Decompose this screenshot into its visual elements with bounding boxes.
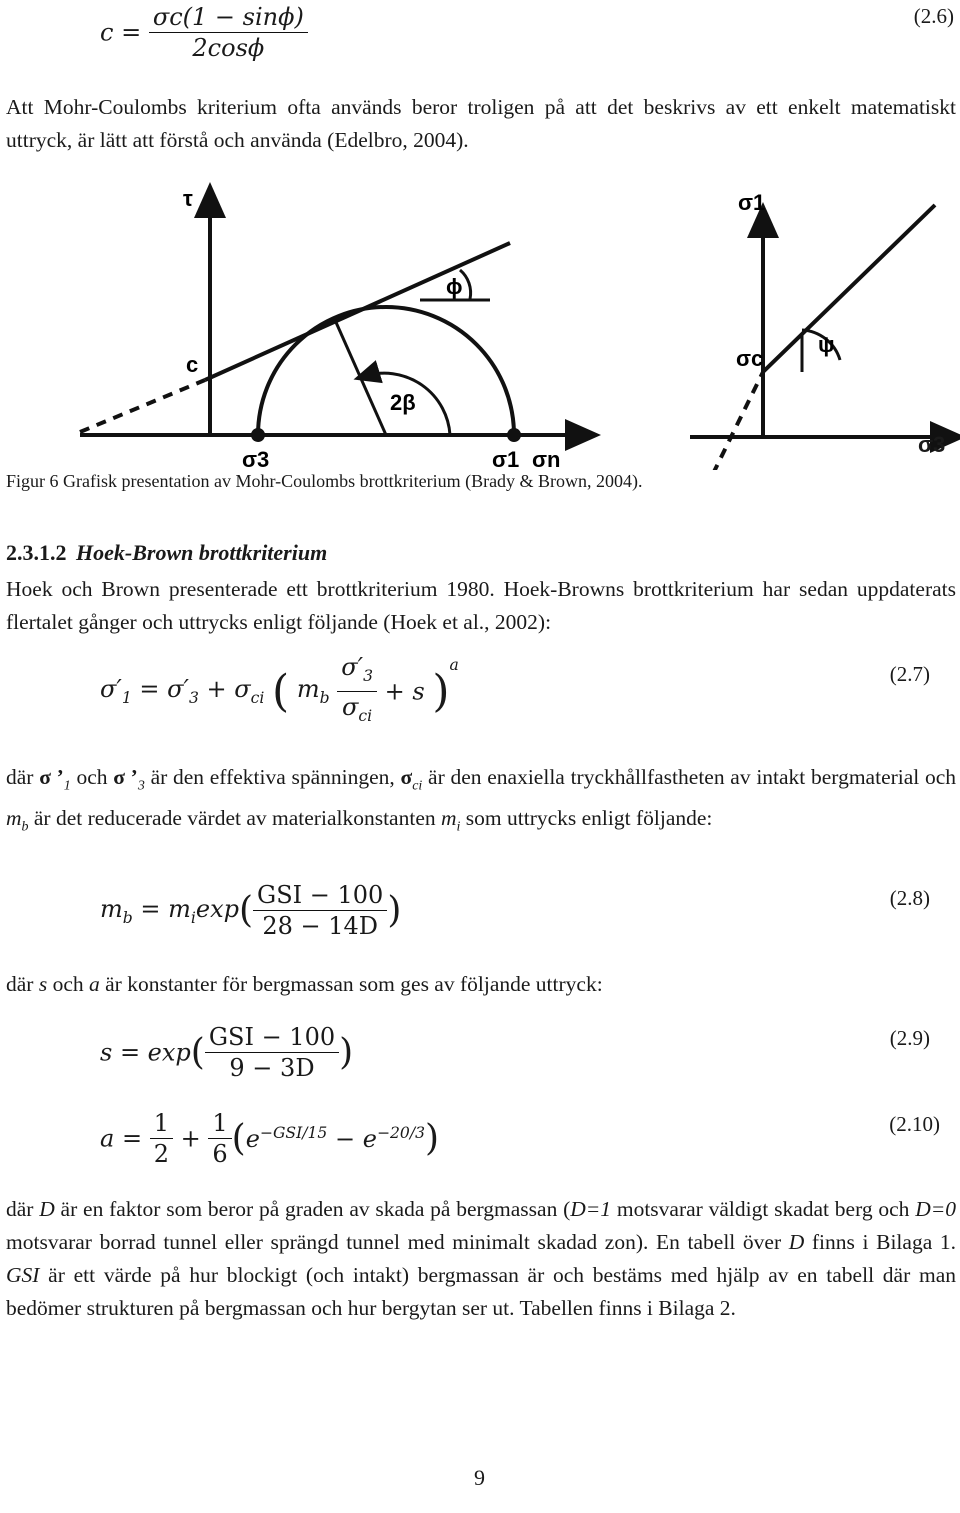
- sigman-label: σn: [532, 447, 561, 470]
- section-title: Hoek-Brown brottkriterium: [76, 540, 328, 565]
- eq-2-6-denominator: 2cosϕ: [192, 34, 265, 62]
- right-sigma3-label: σ3: [918, 432, 946, 457]
- sigma1-point: [507, 428, 521, 442]
- psi-label: ψ: [818, 332, 835, 357]
- eq-2-8-number: (2.8): [889, 886, 930, 910]
- eq-2-6-lhs: c =: [100, 18, 142, 47]
- paragraph-mohr-coulomb: Att Mohr-Coulombs kriterium ofta används beror troligen på att det beskrivs av ett enkelt matematiskt uttryck, är lätt att förstå och använda (Edelbro, 2004).: [6, 95, 956, 152]
- equation-2-6: [100, 2, 308, 63]
- mohr-circle: [258, 307, 514, 435]
- eq-2-10-number: (2.10): [889, 1112, 940, 1136]
- criterion-dashed: [705, 372, 763, 470]
- criterion-line: [763, 205, 935, 372]
- section-number: 2.3.1.2: [6, 540, 67, 565]
- paragraph-D-GSI: där D är en faktor som beror på graden av skada på bergmassan (D=1 motsvarar väldigt skadat berg och D=0 motsvarar borrad tunnel eller sprängd tunnel med minimalt skadad zon). En tabell över D finns i Bilaga 1. GSI är ett värde på hur blockigt (och intakt) bergmassan är och bestäms med hjälp av en tabell där man bedömer strukturen på bergmassan och hur bergytan ser ut. Tabellen finns i Bilaga 2.: [6, 1197, 957, 1320]
- radius-line: [335, 320, 386, 435]
- two-beta-label: 2β: [390, 390, 416, 415]
- sigma3-point: [251, 428, 265, 442]
- equation-2-8: $m_b = m_i\exp$( $\frac{\text{GSI − 100}}{28 - 14D}$ ): [100, 881, 402, 940]
- left-sigma1-label: σ1: [492, 447, 520, 470]
- failure-envelope-dashed: [80, 380, 205, 432]
- tau-label: τ: [183, 186, 193, 211]
- eq-2-6-fraction: [149, 2, 308, 63]
- figure-caption: Figur 6 Grafisk presentation av Mohr-Coulombs brottkriterium (Brady & Brown, 2004).: [6, 471, 643, 491]
- phi-label: ϕ: [446, 274, 463, 299]
- paragraph-constants: där s och a är konstanter för bergmassan som ges av följande uttryck:: [6, 972, 603, 996]
- paragraph-definitions: där σ $’_1$ och σ $’_3$ är den effektiva spänningen, $\sigma_{ci}$ är den enaxiella tryckhållfastheten av intakt bergmaterial och $m_b$ är det reducerade värdet av materialkonstanten $m_i$ som uttrycks enligt följande:: [6, 765, 957, 835]
- c-label: c: [186, 352, 199, 377]
- eq-2-9-number: (2.9): [889, 1026, 930, 1050]
- eq-2-6-numerator: σc(1 − sinϕ): [149, 2, 308, 33]
- section-heading: [6, 540, 327, 566]
- eq-2-6-number: (2.6): [913, 4, 954, 28]
- page-number: 9: [474, 1465, 485, 1490]
- eq-2-7-number: (2.7): [889, 662, 930, 686]
- equation-2-10: a = $\frac{1}{2}$ + $\frac{1}{6}$ $(e^{-GSI/15} - e^{-20/3})$: [100, 1109, 440, 1168]
- sigmac-label: σc: [736, 346, 764, 371]
- left-graph: [80, 198, 585, 435]
- left-sigma3-label: σ3: [242, 447, 270, 470]
- paragraph-hoek-brown: Hoek och Brown presenterade ett brottkriterium 1980. Hoek-Browns brottkriterium har sedan uppdaterats flertalet gånger och uttrycks enligt följande (Hoek et al., 2002):: [6, 577, 956, 634]
- equation-2-7: $\sigma'_1 = \sigma'_3 + \sigma_{ci}$ ( $m_b$ $\frac{\sigma'_3}{\sigma_{ci}}$ + s )$^a$: [100, 653, 459, 725]
- mohr-coulomb-figure: [60, 180, 960, 470]
- right-sigma1-label: σ1: [738, 190, 766, 215]
- equation-2-9: s = exp( $\frac{\text{GSI − 100}}{9 - 3D}$ ): [100, 1023, 354, 1082]
